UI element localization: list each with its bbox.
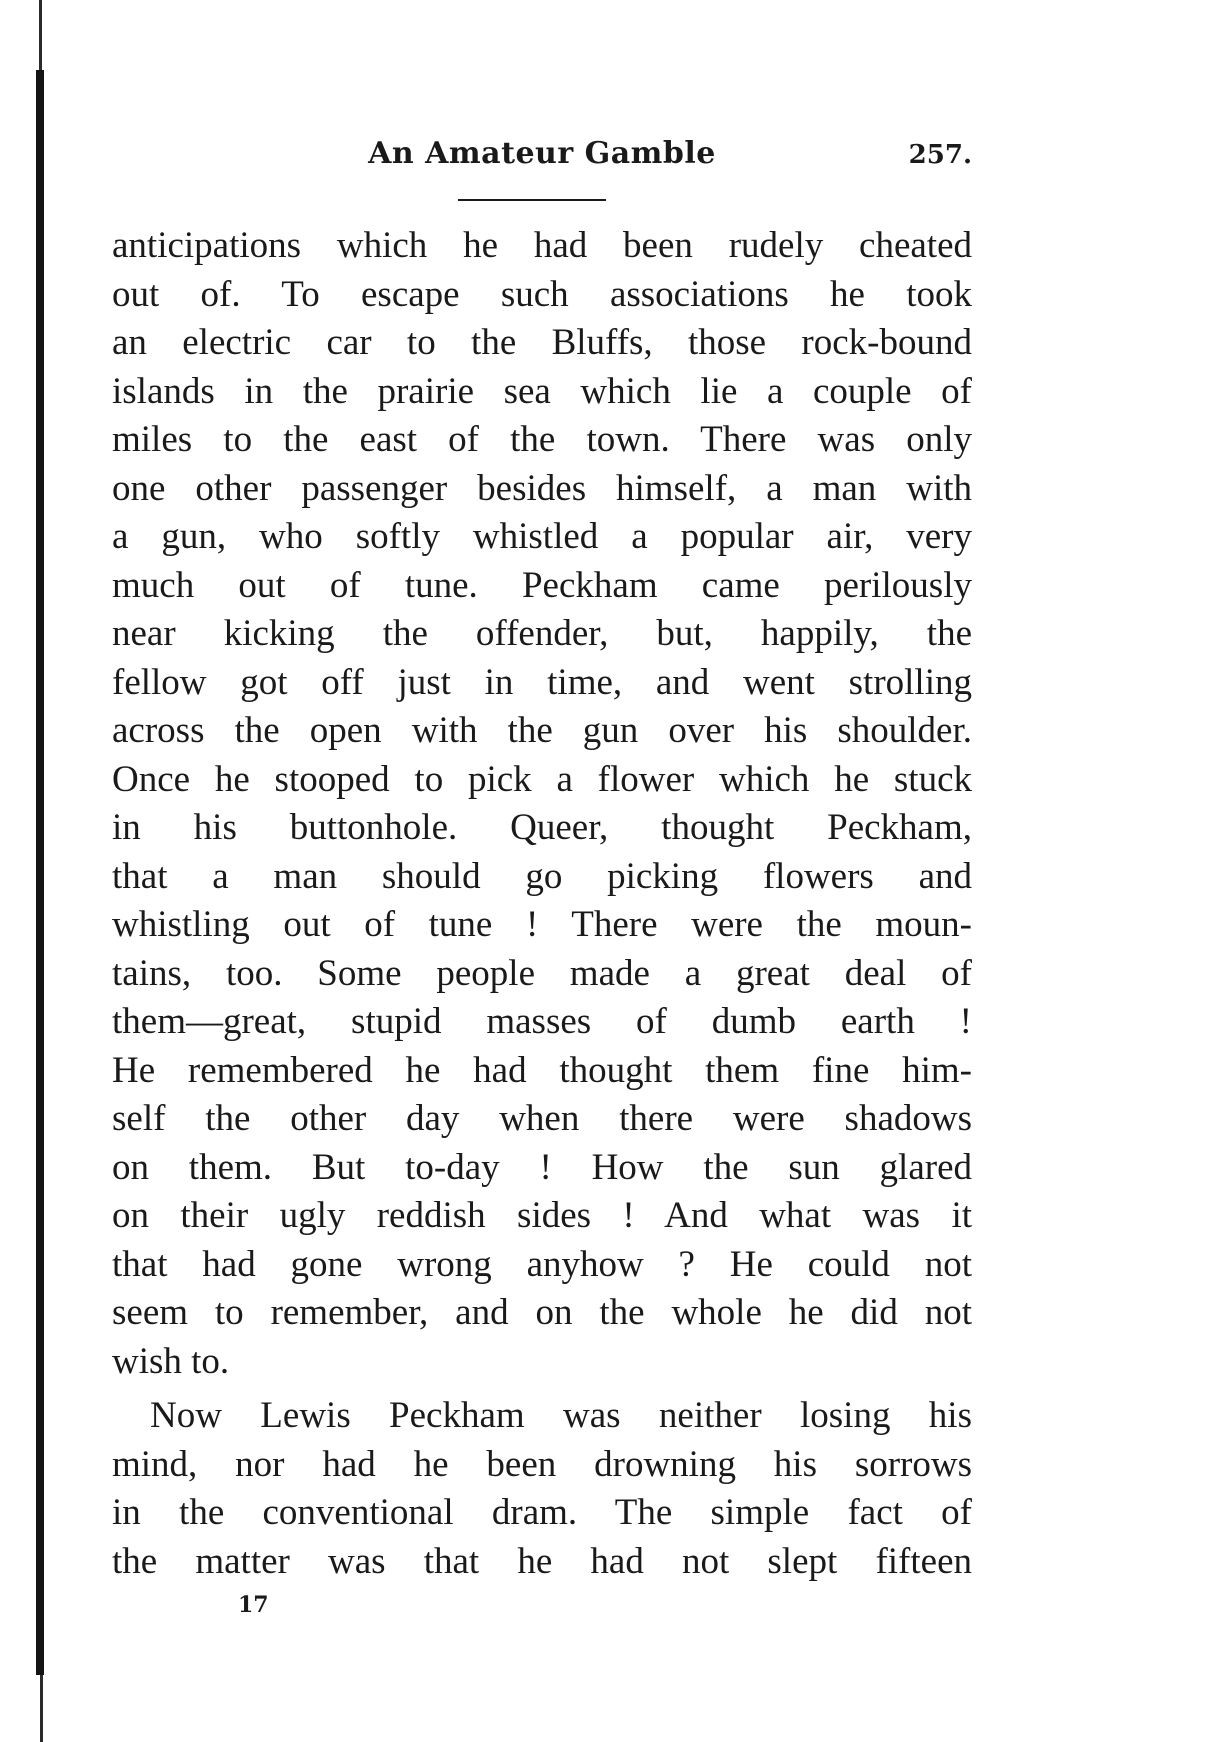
page-number: 257. [908,140,972,170]
text-line: mind, nor had he been drowning his sorrows [112,1443,972,1485]
text-line: wish to. [112,1340,230,1382]
signature-mark: 17 [238,1592,269,1618]
binding-edge-bottom [40,1675,43,1742]
text-line: that had gone wrong anyhow ? He could not [112,1243,972,1285]
binding-edge-top [39,0,42,70]
text-line: that a man should go picking flowers and [112,855,972,897]
running-head [112,136,972,186]
text-line: He remembered he had thought them fine him- [112,1049,972,1091]
text-line: an electric car to the Bluffs, those rock-bound [112,322,972,363]
text-line: in his buttonhole. Queer, thought Peckham, [112,807,972,848]
text-line: in the conventional dram. The simple fact of [112,1492,972,1533]
text-line: them—great, stupid masses of dumb earth ! [112,1001,972,1042]
text-line: on them. But to-day ! How the sun glared [112,1146,972,1188]
binding-edge [36,70,44,1675]
text-line: anticipations which he had been rudely cheated [112,225,972,266]
text-line: miles to the east of the town. There was only [112,419,972,460]
running-head-title: An Amateur Gamble [368,136,716,171]
text-line: tains, too. Some people made a great deal of [112,952,972,994]
text-line: the matter was that he had not slept fifteen [112,1540,972,1582]
text-line: out of. To escape such associations he took [112,273,972,315]
text-line: across the open with the gun over his shoulder. [112,710,972,751]
text-line: seem to remember, and on the whole he did not [112,1292,972,1333]
text-line: whistling out of tune ! There were the moun- [112,904,972,945]
text-line: self the other day when there were shadows [112,1098,972,1139]
text-line: islands in the prairie sea which lie a couple of [112,370,972,412]
text-line: Once he stooped to pick a flower which he stuck [112,758,972,800]
text-line: a gun, who softly whistled a popular air, very [112,516,972,557]
text-line: one other passenger besides himself, a man with [112,467,972,509]
text-line: near kicking the offender, but, happily, the [112,613,972,654]
paragraph [112,222,972,1386]
paragraph [112,1392,972,1586]
header-rule [458,199,606,201]
text-line: much out of tune. Peckham came perilously [112,564,972,606]
body-text [112,222,972,1586]
text-line: Now Lewis Peckham was neither losing his [150,1395,972,1436]
text-line: on their ugly reddish sides ! And what was it [112,1195,972,1236]
text-line: fellow got off just in time, and went strolling [112,661,972,703]
